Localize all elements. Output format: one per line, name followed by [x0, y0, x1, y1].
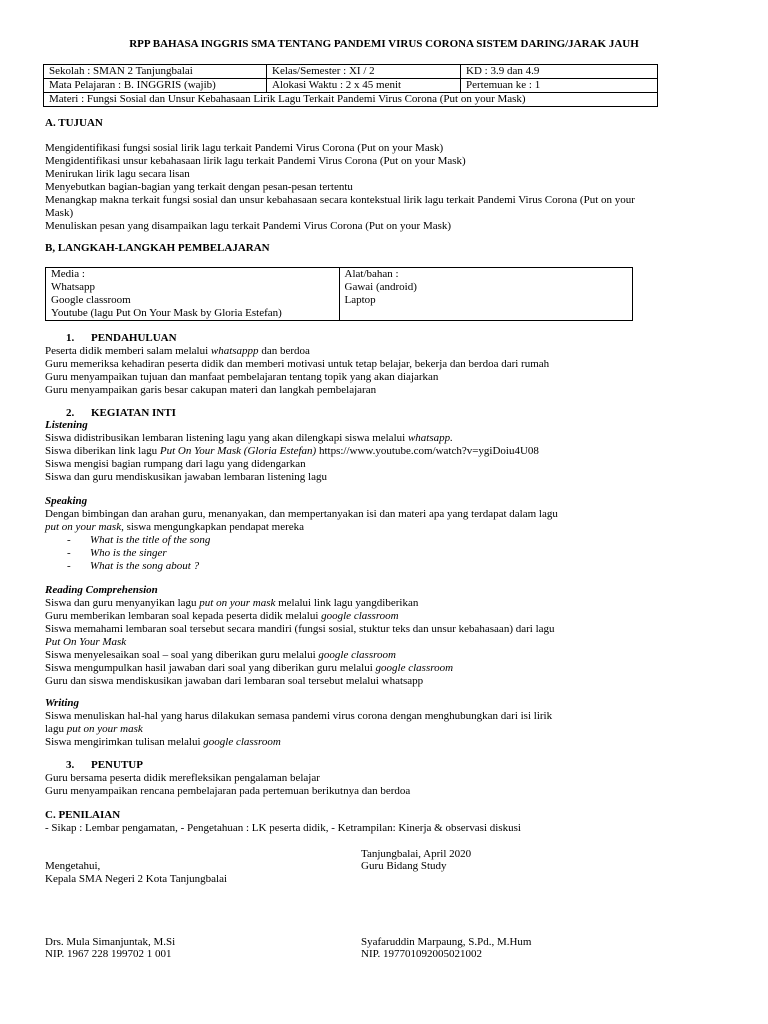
- text-line: Guru dan siswa mendiskusikan jawaban dari lembaran soal tersebut melalui whatsapp: [45, 675, 424, 687]
- speaking-heading: Speaking: [45, 495, 88, 507]
- teacher-role: Guru Bidang Study: [361, 860, 447, 872]
- text-line: Siswa mengumpulkan hasil jawaban dari soal yang diberikan guru melalui google classroom: [45, 662, 454, 674]
- introduction-body: [45, 345, 725, 397]
- info-table: [43, 64, 658, 107]
- class-semester-cell: Kelas/Semester : XI / 2: [267, 65, 461, 79]
- tools-item: Gawai (android): [344, 281, 417, 293]
- text-line: put on your mask, siswa mengungkapkan pendapat mereka: [45, 521, 305, 533]
- question-item: - What is the song about ?: [67, 560, 200, 572]
- text-line: Siswa memahami lembaran soal tersebut secara mandiri (fungsi sosial, stuktur teks dan unsur kebahasaan) dari lagu: [45, 623, 555, 635]
- teacher-nip: NIP. 197701092005021002: [361, 948, 483, 960]
- text-line: Dengan bimbingan dan arahan guru, menanyakan, dan mempertanyakan isi dan materi apa yang terdapat dalam lagu: [45, 508, 558, 520]
- writing-heading: Writing: [45, 697, 80, 709]
- objective-item: Menyebutkan bagian-bagian yang terkait dengan pesan-pesan tertentu: [45, 181, 353, 193]
- principal-name: Drs. Mula Simanjuntak, M.Si: [45, 936, 176, 948]
- section-number: 2.: [66, 407, 75, 419]
- school-cell: Sekolah : SMAN 2 Tanjungbalai: [44, 65, 267, 79]
- question-list: [45, 534, 725, 573]
- section-title: PENDAHULUAN: [91, 332, 177, 344]
- listening-block: [45, 419, 725, 484]
- objectives-list: [45, 142, 725, 233]
- subject-cell: Mata Pelajaran : B. INGGRIS (wajib): [44, 79, 267, 93]
- reading-heading: Reading Comprehension: [45, 584, 158, 596]
- media-item: Youtube (lagu Put On Your Mask by Gloria Estefan): [51, 307, 282, 319]
- tools-label: Alat/bahan :: [344, 268, 399, 280]
- media-label: Media :: [51, 268, 85, 280]
- principal-role: Kepala SMA Negeri 2 Kota Tanjungbalai: [45, 873, 228, 885]
- objective-item: Menangkap makna terkait fungsi sosial dan unsur kebahasaan secara kontekstual lirik lagu terkait Pandemi Virus Corona (Put on your: [45, 194, 635, 206]
- text-line: Guru bersama peserta didik merefleksikan pengalaman belajar: [45, 772, 320, 784]
- assessment-text: - Sikap : Lembar pengamatan, - Pengetahuan : LK peserta didik, - Ketrampilan: Kinerja & observasi diskusi: [45, 822, 521, 834]
- section-number: 3.: [66, 759, 75, 771]
- material-cell: Materi : Fungsi Sosial dan Unsur Kebahasaan Lirik Lagu Terkait Pandemi Virus Corona (Put on your Mask): [44, 93, 658, 107]
- text-line: Siswa dan guru menyanyikan lagu put on your mask melalui link lagu yangdiberikan: [45, 597, 419, 609]
- writing-block: [45, 697, 725, 749]
- closing-heading: [66, 759, 143, 772]
- question-item: - What is the title of the song: [67, 534, 211, 546]
- text-line: Guru memberikan lembaran soal kepada peserta didik melalui google classroom: [45, 610, 399, 622]
- objective-item: Mengidentifikasi unsur kebahasaan lirik lagu terkait Pandemi Virus Corona (Put on your Mask): [45, 155, 466, 167]
- media-item: Whatsapp: [51, 281, 95, 293]
- text-line: Guru menyampaikan garis besar cakupan materi dan langkah pembelajaran: [45, 384, 377, 396]
- text-line: lagu put on your mask: [45, 723, 143, 735]
- text-line: Guru menyampaikan rencana pembelajaran pada pertemuan berikutnya dan berdoa: [45, 785, 411, 797]
- text-line: Guru menyampaikan tujuan dan manfaat pembelajaran tentang topik yang akan diajarkan: [45, 371, 439, 383]
- section-a-heading: A. TUJUAN: [45, 117, 103, 129]
- speaking-block: [45, 495, 725, 573]
- listening-heading: Listening: [45, 419, 88, 431]
- objective-item: Menuliskan pesan yang disampaikan lagu terkait Pandemi Virus Corona (Put on your Mask): [45, 220, 452, 232]
- question-item: - Who is the singer: [67, 547, 167, 559]
- tools-item: Laptop: [344, 294, 376, 306]
- media-cell: [46, 268, 340, 321]
- time-allocation-cell: Alokasi Waktu : 2 x 45 menit: [267, 79, 461, 93]
- section-title: PENUTUP: [91, 759, 143, 771]
- section-c-heading: C. PENILAIAN: [45, 809, 121, 821]
- text-line: Siswa mengisi bagian rumpang dari lagu yang didengarkan: [45, 458, 306, 470]
- section-title: KEGIATAN INTI: [91, 407, 176, 419]
- section-b-heading: B, LANGKAH-LANGKAH PEMBELAJARAN: [45, 242, 270, 254]
- principal-nip: NIP. 1967 228 199702 1 001: [45, 948, 172, 960]
- kd-cell: KD : 3.9 dan 4.9: [461, 65, 658, 79]
- objective-item: Mask): [45, 207, 74, 219]
- meeting-cell: Pertemuan ke : 1: [461, 79, 658, 93]
- text-line: Siswa dan guru mendiskusikan jawaban lembaran listening lagu: [45, 471, 327, 483]
- objective-item: Mengidentifikasi fungsi sosial lirik lagu terkait Pandemi Virus Corona (Put on your Mask): [45, 142, 444, 154]
- tools-cell: [339, 268, 633, 321]
- media-table: [45, 267, 633, 321]
- introduction-heading: [66, 332, 177, 345]
- text-line: Siswa menuliskan hal-hal yang harus dilakukan semasa pandemi virus corona dengan menghubungkan dari isi lirik: [45, 710, 553, 722]
- text-line: Siswa diberikan link lagu Put On Your Mask (Gloria Estefan) https://www.youtube.com/watch?v=ygiDoiu4U08: [45, 445, 539, 457]
- text-line: Siswa didistribusikan lembaran listening lagu yang akan dilengkapi siswa melalui whatsapp.: [45, 432, 453, 444]
- objective-item: Menirukan lirik lagu secara lisan: [45, 168, 190, 180]
- place-date: Tanjungbalai, April 2020: [361, 848, 472, 860]
- section-number: 1.: [66, 332, 75, 344]
- acknowledged-label: Mengetahui,: [45, 860, 101, 872]
- text-line: Peserta didik memberi salam melalui whatsappp dan berdoa: [45, 345, 310, 357]
- text-line: Put On Your Mask: [45, 636, 127, 648]
- reading-block: [45, 584, 725, 688]
- text-line: Siswa menyelesaikan soal – soal yang diberikan guru melalui google classroom: [45, 649, 396, 661]
- closing-body: [45, 772, 725, 798]
- document-title: RPP BAHASA INGGRIS SMA TENTANG PANDEMI VIRUS CORONA SISTEM DARING/JARAK JAUH: [129, 38, 639, 50]
- text-line: Guru memeriksa kehadiran peserta didik dan memberi motivasi untuk tetap belajar, bekerja dan berdoa dari rumah: [45, 358, 550, 370]
- teacher-name: Syafaruddin Marpaung, S.Pd., M.Hum: [361, 936, 532, 948]
- text-line: Siswa mengirimkan tulisan melalui google classroom: [45, 736, 281, 748]
- media-item: Google classroom: [51, 294, 131, 306]
